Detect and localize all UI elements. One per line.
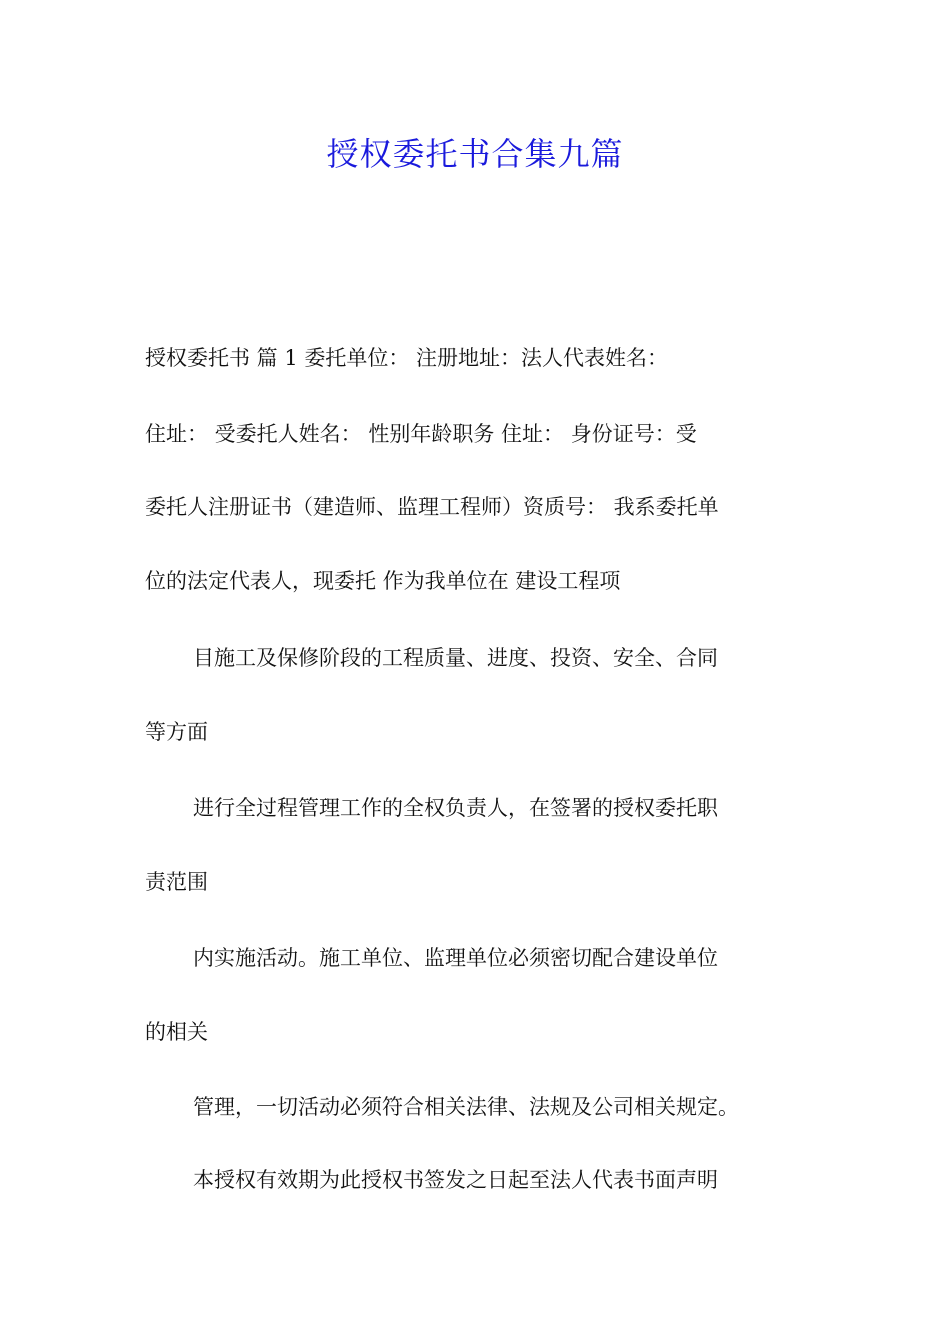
document-title: 授权委托书合集九篇 bbox=[326, 135, 624, 173]
body-line: 本授权有效期为此授权书签发之日起至法人代表书面声明 bbox=[193, 1168, 718, 1192]
body-line: 委托人注册证书（建造师、监理工程师）资质号： 我系委托单 bbox=[145, 495, 719, 519]
body-line: 的相关 bbox=[145, 1020, 208, 1044]
body-line: 授权委托书 篇 1 委托单位： 注册地址：法人代表姓名： bbox=[145, 346, 669, 370]
body-line: 进行全过程管理工作的全权负责人，在签署的授权委托职 bbox=[193, 796, 718, 820]
body-line: 住址： 受委托人姓名： 性别年龄职务 住址： 身份证号：受 bbox=[145, 422, 697, 446]
body-line: 位的法定代表人，现委托 作为我单位在 建设工程项 bbox=[145, 569, 621, 593]
body-line: 管理，一切活动必须符合相关法律、法规及公司相关规定。 bbox=[193, 1095, 739, 1119]
body-line: 内实施活动。施工单位、监理单位必须密切配合建设单位 bbox=[193, 946, 718, 970]
body-line: 等方面 bbox=[145, 720, 208, 744]
body-line: 目施工及保修阶段的工程质量、进度、投资、安全、合同 bbox=[193, 646, 718, 670]
body-line: 责范围 bbox=[145, 870, 208, 894]
